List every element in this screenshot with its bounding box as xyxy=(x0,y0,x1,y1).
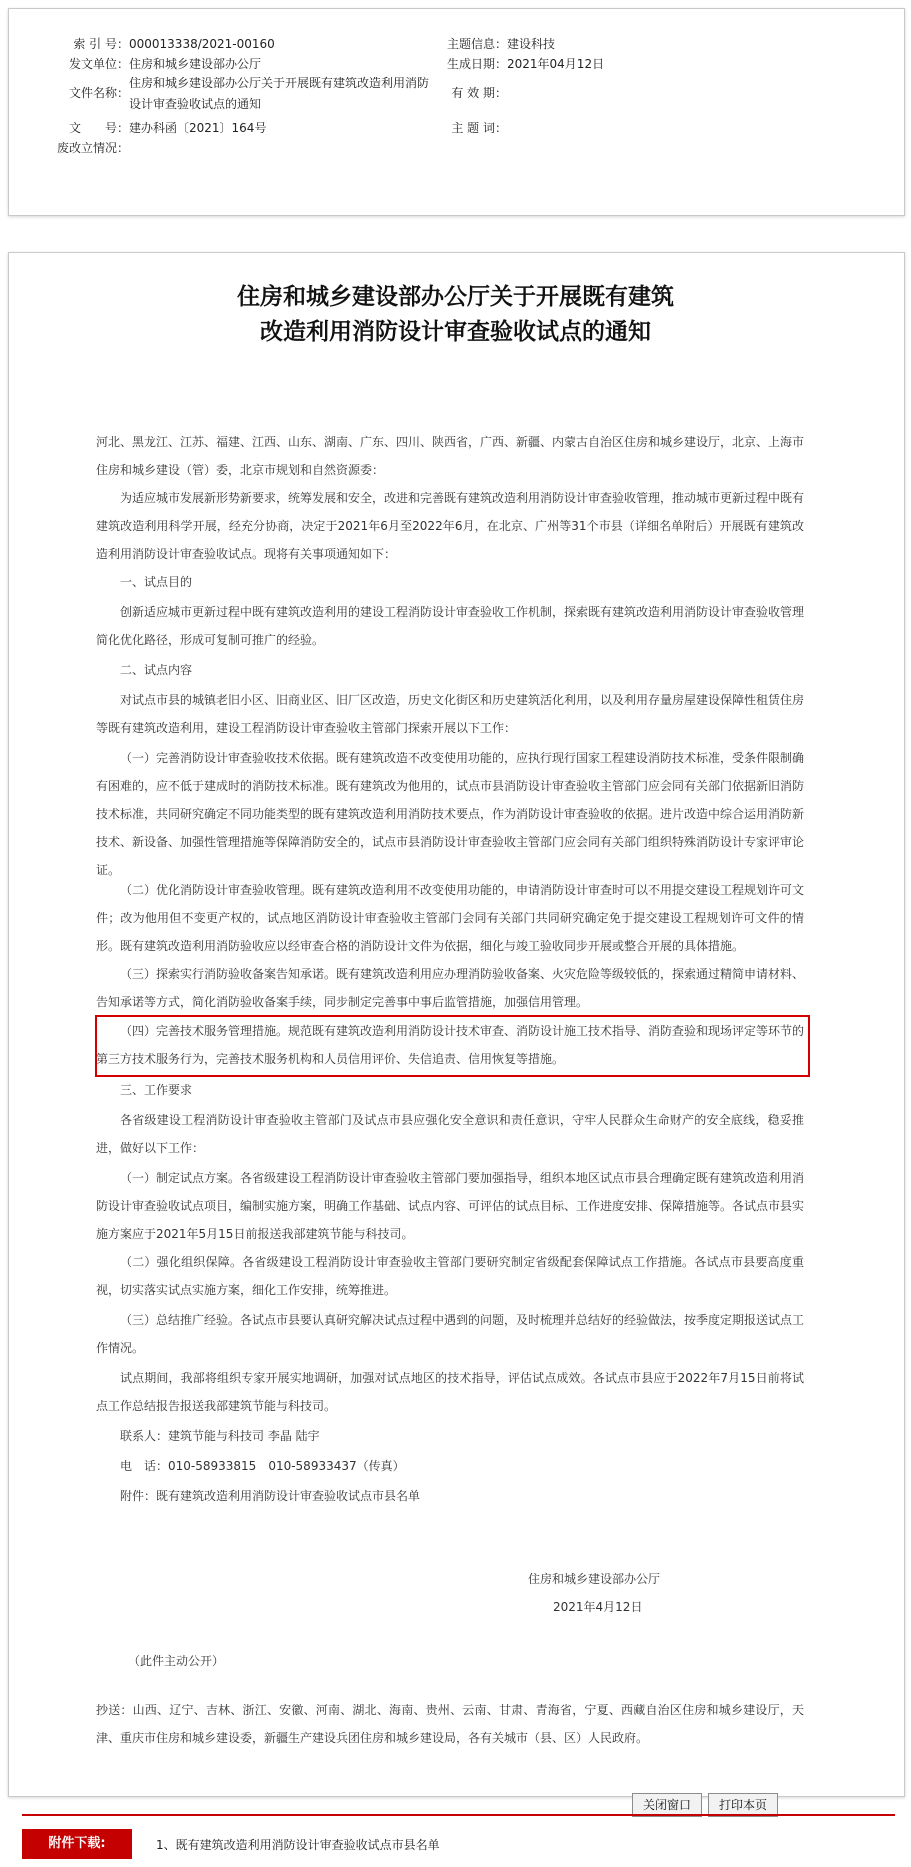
pilot-period-paragraph: 试点期间，我部将组织专家开展实地调研，加强对试点地区的技术指导，评估试点成效。各试点市县应于2022年7月15日前将试点工作总结报告报送我部建筑节能与科技司。 xyxy=(96,1371,804,1413)
filename-value-line2: 设计审查验收试点的通知 xyxy=(129,97,262,111)
signature-date: 2021年4月12日 xyxy=(553,1600,643,1614)
requirement-item-2-paragraph: （二）强化组织保障。各省级建设工程消防设计审查验收主管部门要研究制定省级配套保障试点工作措施。各试点市县要高度重视，切实落实试点实施方案，细化工作安排，统筹推进。 xyxy=(96,1255,804,1297)
attachment-divider xyxy=(22,1814,895,1816)
docno-label: 文 号： xyxy=(68,121,129,135)
purpose-paragraph: 创新适应城市更新过程中既有建筑改造利用的建设工程消防设计审查验收工作机制，探索既有建筑改造利用消防设计审查验收管理简化优化路径，形成可复制可推广的经验。 xyxy=(96,605,805,647)
filename-label: 文件名称： xyxy=(68,86,129,100)
validity-label: 有 效 期： xyxy=(451,86,507,100)
filename-value-line1: 住房和城乡建设部办公厅关于开展既有建筑改造利用消防 xyxy=(129,76,430,90)
content-intro-paragraph: 对试点市县的城镇老旧小区、旧商业区、旧厂区改造，历史文化街区和历史建筑活化利用，以及利用存量房屋建设保障性租赁住房等既有建筑改造利用，建设工程消防设计审查验收主管部门探索开展以下工作： xyxy=(96,693,805,735)
addressee-paragraph: 河北、黑龙江、江苏、福建、江西、山东、湖南、广东、四川、陕西省，广西、新疆、内蒙古自治区住房和城乡建设厅，北京、上海市住房和城乡建设（管）委，北京市规划和自然资源委： xyxy=(96,435,805,477)
publisher-label: 发文单位： xyxy=(68,57,129,71)
requirement-item-1-paragraph: （一）制定试点方案。各省级建设工程消防设计审查验收主管部门要加强指导，组织本地区试点市县合理确定既有建筑改造利用消防设计审查验收试点项目，编制实施方案，明确工作基础、试点内容、可评估的试点目标、工作进度安排、保障措施等。各试点市县实施方案应于2021年5月15日前报送我部建筑节能与科技司。 xyxy=(96,1171,805,1241)
attachment-link[interactable]: 1、既有建筑改造利用消防设计审查验收试点市县名单 xyxy=(156,1838,440,1852)
intro-paragraph: 为适应城市发展新形势新要求，统筹发展和安全，改进和完善既有建筑改造利用消防设计审查验收管理，推动城市更新过程中既有建筑改造利用科学开展，经充分协商，决定于2021年6月至2022年6月，在北京、广州等31个市县（详细名单附后）开展既有建筑改造利用消防设计审查验收试点。现将有关事项通知如下： xyxy=(96,491,805,561)
date-value: 2021年04月12日 xyxy=(507,57,605,71)
document-title-line1: 住房和城乡建设部办公厅关于开展既有建筑 xyxy=(237,284,674,310)
requirement-item-3-paragraph: （三）总结推广经验。各试点市县要认真研究解决试点过程中遇到的问题，及时梳理并总结好的经验做法，按季度定期报送试点工作情况。 xyxy=(96,1313,805,1355)
signature-organization: 住房和城乡建设部办公厅 xyxy=(528,1572,661,1586)
section-heading-content: 二、试点内容 xyxy=(120,663,193,677)
publisher-value: 住房和城乡建设部办公厅 xyxy=(129,57,262,71)
document-metadata-panel xyxy=(8,8,905,216)
topic-label: 主题信息： xyxy=(446,37,507,51)
content-item-3-paragraph: （三）探索实行消防验收备案告知承诺。既有建筑改造利用应办理消防验收备案、火灾危险等级较低的，探索通过精简申请材料、告知承诺等方式，简化消防验收备案手续，同步制定完善事中事后监管措施，加强信用管理。 xyxy=(96,967,805,1009)
section-heading-requirements: 三、工作要求 xyxy=(120,1083,193,1097)
contact-person: 联系人：建筑节能与科技司 李晶 陆宇 xyxy=(120,1429,320,1443)
attachment-note: 附件：既有建筑改造利用消防设计审查验收试点市县名单 xyxy=(120,1489,421,1503)
attachment-download-label: 附件下载: xyxy=(22,1829,132,1859)
contact-phone: 电 话：010-58933815 010-58933437（传真） xyxy=(120,1459,405,1473)
index-value: 000013338/2021-00160 xyxy=(129,37,275,51)
keywords-label: 主 题 词： xyxy=(451,121,507,135)
content-item-2-paragraph: （二）优化消防设计审查验收管理。既有建筑改造利用不改变使用功能的，申请消防设计审查时可以不用提交建设工程规划许可文件；改为他用但不变更产权的，试点地区消防设计审查验收主管部门会同有关部门共同研究确定免于提交建设工程规划许可文件的情形。既有建筑改造利用消防验收应以经审查合格的消防设计文件为依据，细化与竣工验收同步开展或整合开展的具体措施。 xyxy=(96,883,805,953)
print-page-button[interactable]: 打印本页 xyxy=(708,1793,778,1817)
public-disclosure-note: （此件主动公开） xyxy=(128,1654,225,1668)
requirements-intro-paragraph: 各省级建设工程消防设计审查验收主管部门及试点市县应强化安全意识和责任意识，守牢人民群众生命财产的安全底线，稳妥推进，做好以下工作： xyxy=(96,1113,804,1155)
cc-paragraph: 抄送：山西、辽宁、吉林、浙江、安徽、河南、湖北、海南、贵州、云南、甘肃、青海省，宁夏、西藏自治区住房和城乡建设厅，天津、重庆市住房和城乡建设委，新疆生产建设兵团住房和城乡建设局，各有关城市（县、区）人民政府。 xyxy=(96,1703,804,1745)
section-heading-purpose: 一、试点目的 xyxy=(120,575,193,589)
docno-value: 建办科函〔2021〕164号 xyxy=(129,121,267,135)
document-title-line2: 改造利用消防设计审查验收试点的通知 xyxy=(260,319,651,345)
topic-value: 建设科技 xyxy=(507,37,556,51)
abolish-label: 废改立情况： xyxy=(56,141,129,155)
index-label: 索 引 号： xyxy=(73,37,129,51)
content-item-1-paragraph: （一）完善消防设计审查验收技术依据。既有建筑改造不改变使用功能的，应执行现行国家工程建设消防技术标准，受条件限制确有困难的，应不低于建成时的消防技术标准。既有建筑改为他用的，试点市县消防设计审查验收主管部门应会同有关部门依据新旧消防技术标准，共同研究确定不同功能类型的既有建筑改造利用消防技术要点，作为消防设计审查验收的依据。进片改造中综合运用消防新技术、新设备、加强性管理措施等保障消防安全的，试点市县消防设计审查验收主管部门应会同有关部门组织特殊消防设计专家评审论证。 xyxy=(96,751,805,877)
content-item-4-paragraph: （四）完善技术服务管理措施。规范既有建筑改造利用消防设计技术审查、消防设计施工技术指导、消防查验和现场评定等环节的第三方技术服务行为，完善技术服务机构和人员信用评价、失信追责、信用恢复等措施。 xyxy=(96,1024,805,1066)
date-label: 生成日期： xyxy=(446,57,507,71)
close-window-button[interactable]: 关闭窗口 xyxy=(632,1793,702,1817)
